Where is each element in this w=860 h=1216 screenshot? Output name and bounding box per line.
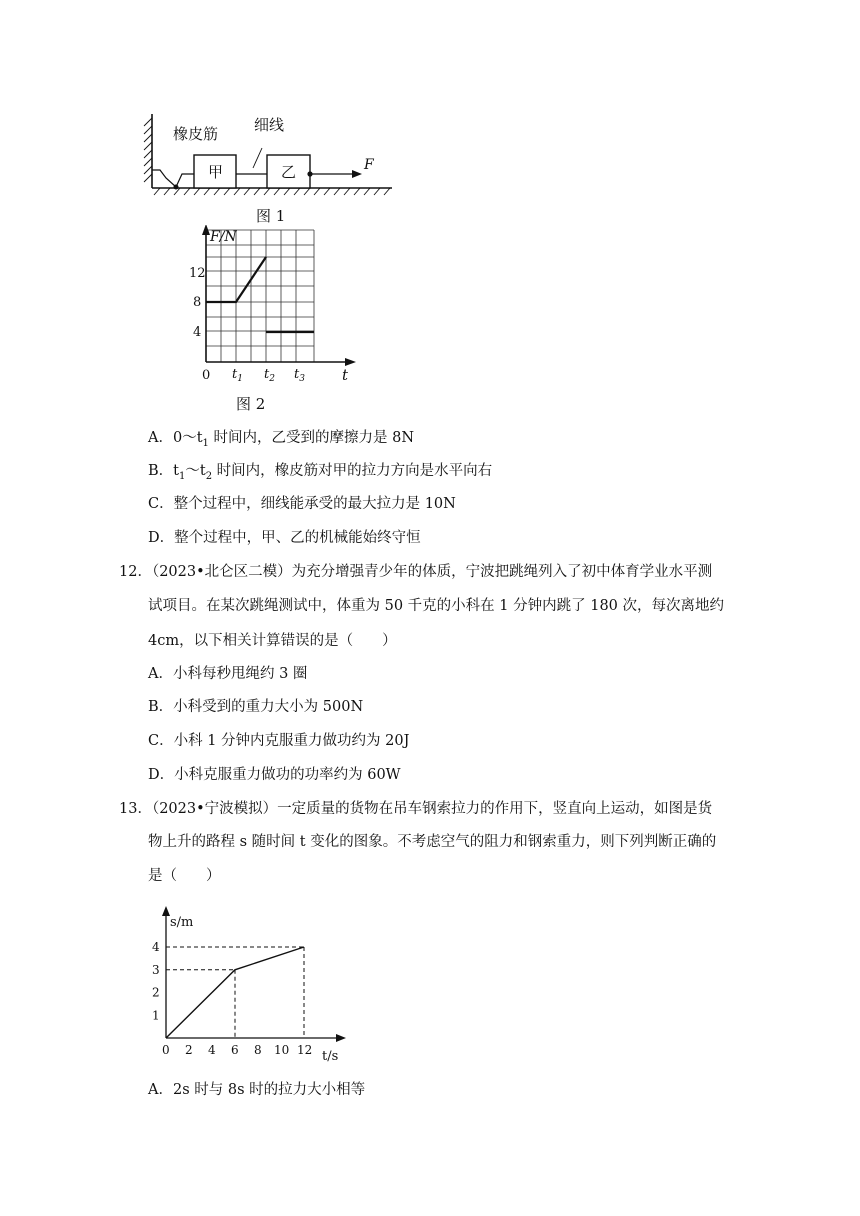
y-axis-label: F/N (210, 229, 237, 245)
y-tick-4: 4 (152, 940, 160, 954)
y-axis-label: s/m (170, 915, 194, 930)
q13-option-a: A．2s 时与 8s 时的拉力大小相等 (148, 1082, 366, 1098)
fig1-caption: 图 1 (256, 207, 286, 225)
label-jia: 甲 (208, 163, 224, 181)
label-yi: 乙 (281, 163, 297, 181)
x-tick-10: 10 (274, 1043, 290, 1057)
q13-stem-line2: 物上升的路程 s 随时间 t 变化的图象。不考虑空气的阻力和钢索重力，则下列判断正确的 (148, 834, 717, 850)
q12-option-a: A．小科每秒甩绳约 3 圈 (148, 666, 308, 682)
fig2-caption: 图 2 (236, 395, 266, 413)
q12-stem-line1: 12．（2023•北仑区二模）为充分增强青少年的体质，宁波把跳绳列入了初中体育学业水平测 (119, 564, 713, 580)
q11-option-a: A．$0\sim t_1$ 时间内，乙受到的摩擦力是 8N (148, 430, 415, 449)
x-tick-4: 4 (208, 1043, 216, 1057)
y-tick-3: 3 (152, 962, 160, 977)
grid (206, 230, 314, 362)
x-axis-label: t (342, 366, 349, 384)
x-tick-t1: $t_1$ (232, 367, 243, 384)
q13-stem-line3: 是（ ） (148, 868, 221, 884)
figure-1-apparatus (140, 108, 400, 228)
x-tick-12: 12 (297, 1043, 313, 1057)
rubber-band (152, 170, 194, 187)
x-tick-8: 8 (254, 1043, 262, 1057)
q12-option-c: C．小科 1 分钟内克服重力做功约为 20J (148, 733, 410, 749)
q12-option-d: D．小科克服重力做功的功率约为 60W (148, 767, 401, 783)
q11-option-d: D．整个过程中，甲、乙的机械能始终守恒 (148, 530, 421, 546)
origin-label: 0 (202, 368, 211, 383)
x-tick-t3: $t_3$ (294, 367, 305, 384)
y-tick-1: 1 (152, 1008, 160, 1023)
label-thread: 细线 (254, 116, 285, 134)
x-tick-0: 0 (162, 1043, 170, 1057)
x-tick-6: 6 (231, 1043, 239, 1057)
q11-option-c: C．整个过程中，细线能承受的最大拉力是 10N (148, 496, 456, 512)
y-tick-8: 8 (193, 295, 202, 310)
y-tick-2: 2 (152, 985, 160, 1000)
x-axis-label: t/s (322, 1049, 339, 1064)
q11-option-b: B．$t_1\sim t_2$ 时间内，橡皮筋对甲的拉力方向是水平向右 (148, 463, 493, 482)
figure-2-F-t-graph (180, 225, 380, 415)
label-rubber: 橡皮筋 (173, 125, 219, 143)
x-tick-t2: $t_2$ (264, 367, 275, 384)
q12-stem-line2: 试项目。在某次跳绳测试中，体重为 50 千克的小科在 1 分钟内跳了 180 次，每次离地约 (148, 598, 725, 614)
q12-stem-line3: 4cm，以下相关计算错误的是（ ） (148, 633, 397, 649)
figure-s-t-graph (140, 902, 360, 1067)
label-F: F (364, 157, 374, 173)
x-tick-2: 2 (185, 1043, 193, 1057)
q13-stem-line1: 13．（2023•宁波模拟）一定质量的货物在吊车钢索拉力的作用下，竖直向上运动，如图是货 (119, 801, 713, 817)
q12-option-b: B．小科受到的重力大小为 500N (148, 699, 364, 715)
y-tick-12: 12 (189, 266, 206, 281)
y-tick-4: 4 (193, 325, 202, 340)
